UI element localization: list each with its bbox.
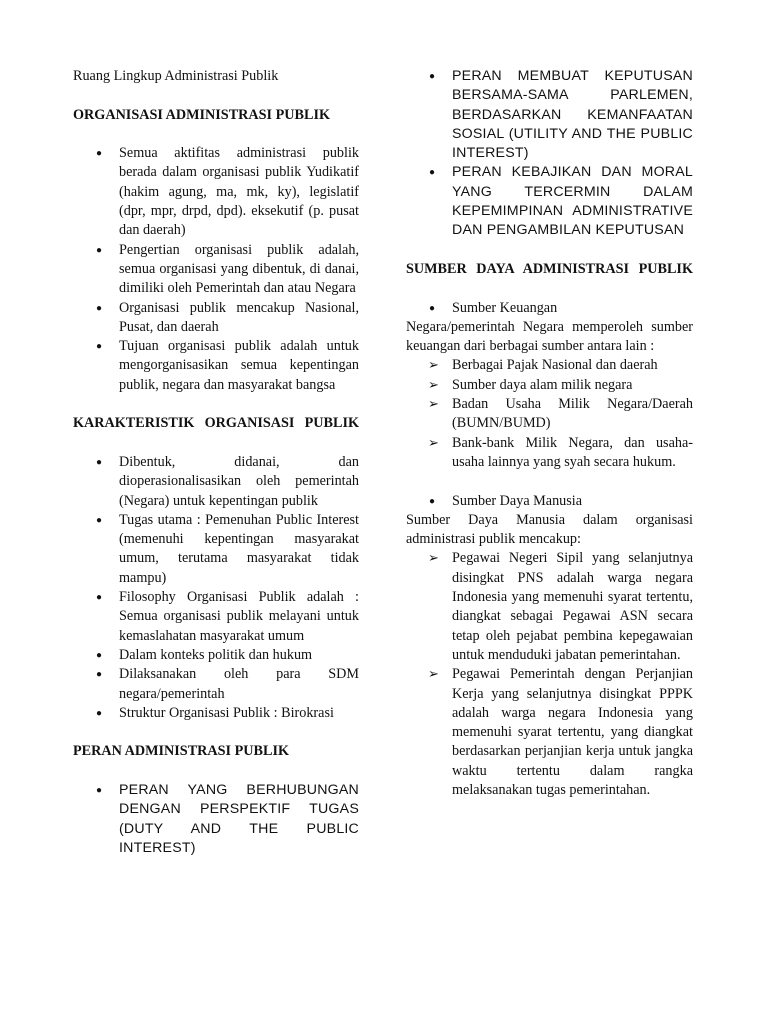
section-heading-sumber-daya: SUMBER DAYA ADMINISTRASI PUBLIK: [406, 260, 693, 277]
list-item: ● Semua aktifitas administrasi publik berada dalam organisasi publik Yudikatif (hakim agung, ma, mk, ky), legislatif (dpr, mpr, drpd, dpd). eksekutif (p. pusat dan daerah): [73, 144, 359, 240]
left-column: [73, 67, 359, 858]
list-item: ● Sumber Keuangan: [406, 299, 693, 318]
list-item: ● Pengertian organisasi publik adalah, semua organisasi yang dibentuk, di danai, dimiliki oleh Pemerintah dan atau Negara: [73, 241, 359, 299]
list-item: ➢ Pegawai Negeri Sipil yang selanjutnya disingkat PNS adalah warga negara Indonesia yang memenuhi syarat tertentu, diangkat sebagai Pegawai ASN secara tetap oleh pejabat pembina kepegawaian untuk menduduki jabatan pemerintahan.: [406, 549, 693, 665]
keuangan-list: [406, 356, 693, 472]
list-item: ● PERAN MEMBUAT KEPUTUSAN BERSAMA-SAMA PARLEMEN, BERDASARKAN KEMANFAATAN SOSIAL (UTILITY AND THE PUBLIC INTEREST): [406, 67, 693, 163]
keuangan-label-list: [406, 299, 693, 318]
section-heading-karakteristik: KARAKTERISTIK ORGANISASI PUBLIK: [73, 415, 359, 432]
document-title: Ruang Lingkup Administrasi Publik: [73, 68, 279, 84]
list-item: ● Tujuan organisasi publik adalah untuk mengorganisasikan semua kepentingan publik, negara dan masyarakat bangsa: [73, 337, 359, 395]
keuangan-intro: Negara/pemerintah Negara memperoleh sumber keuangan dari berbagai sumber antara lain :: [406, 318, 693, 355]
section-heading-peran: PERAN ADMINISTRASI PUBLIK: [73, 743, 289, 760]
peran-list-left: [73, 781, 359, 858]
list-item: ● Dilaksanakan oleh para SDM negara/pemerintah: [73, 665, 359, 704]
right-column: [406, 67, 693, 800]
list-item: ● Organisasi publik mencakup Nasional, Pusat, dan daerah: [73, 299, 359, 338]
section-heading-organisasi: ORGANISASI ADMINISTRASI PUBLIK: [73, 106, 331, 123]
list-item: ● Struktur Organisasi Publik : Birokrasi: [73, 704, 359, 723]
list-item: ➢ Bank-bank Milik Negara, dan usaha-usaha lainnya yang syah secara hukum.: [406, 434, 693, 473]
list-item: ● Tugas utama : Pemenuhan Public Interest (memenuhi kepentingan masyarakat umum, terutama masyarakat tidak mampu): [73, 511, 359, 588]
list-item: ● Dibentuk, didanai, dan dioperasionalisasikan oleh pemerintah (Negara) untuk kepentingan publik: [73, 453, 359, 511]
list-item: ➢ Berbagai Pajak Nasional dan daerah: [406, 356, 693, 375]
list-item: ● PERAN KEBAJIKAN DAN MORAL YANG TERCERMIN DALAM KEPEMIMPINAN ADMINISTRATIVE DAN PENGAMBILAN KEPUTUSAN: [406, 163, 693, 240]
list-item: ➢ Pegawai Pemerintah dengan Perjanjian Kerja yang selanjutnya disingkat PPPK adalah warga negara Indonesia yang memenuhi syarat tertentu, yang diangkat berdasarkan perjanjian kerja untuk jangka waktu tertentu dalam rangka melaksanakan tugas pemerintahan.: [406, 665, 693, 800]
peran-list-right: [406, 67, 693, 241]
list-item: ● Dalam konteks politik dan hukum: [73, 646, 359, 665]
organisasi-list: [73, 144, 359, 395]
list-item: ● Filosophy Organisasi Publik adalah : Semua organisasi publik melayani untuk kemaslahatan masyarakat umum: [73, 588, 359, 646]
sdm-list: [406, 549, 693, 800]
list-item: ● Sumber Daya Manusia: [406, 492, 693, 511]
karakteristik-list: [73, 453, 359, 723]
list-item: ● PERAN YANG BERHUBUNGAN DENGAN PERSPEKTIF TUGAS (DUTY AND THE PUBLIC INTEREST): [73, 781, 359, 858]
list-item: ➢ Sumber daya alam milik negara: [406, 376, 693, 395]
list-item: ➢ Badan Usaha Milik Negara/Daerah (BUMN/BUMD): [406, 395, 693, 434]
sdm-label-list: [406, 492, 693, 511]
sdm-intro: Sumber Daya Manusia dalam organisasi administrasi publik mencakup:: [406, 511, 693, 548]
